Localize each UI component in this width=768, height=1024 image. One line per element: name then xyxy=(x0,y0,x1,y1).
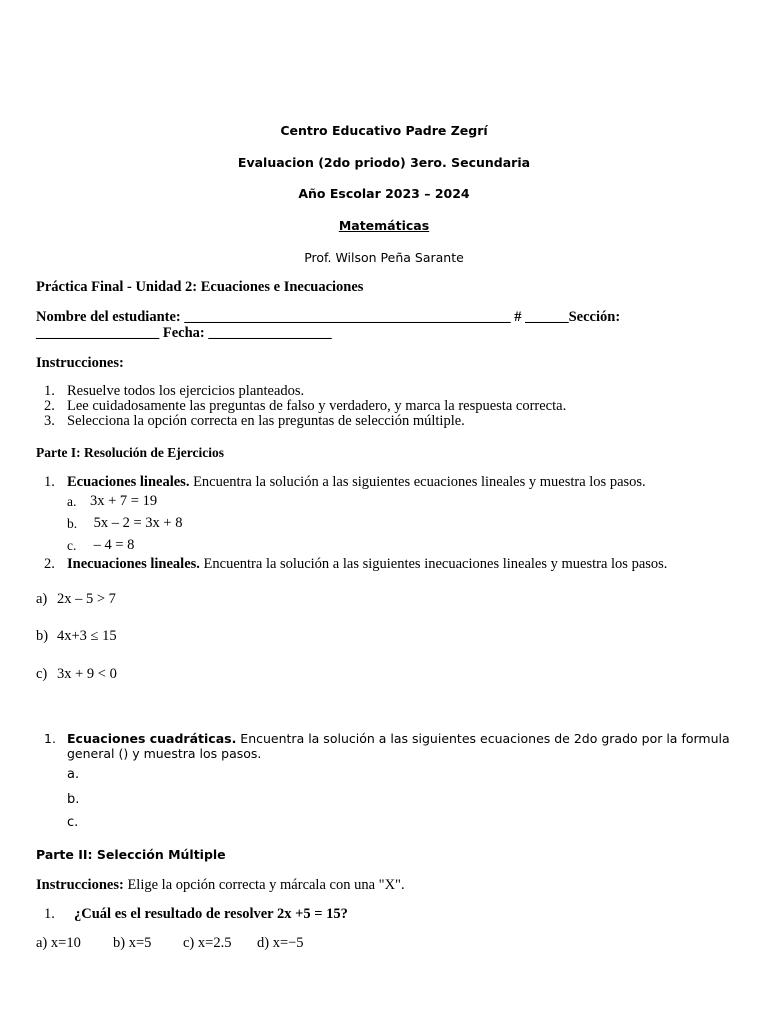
q1-title: Ecuaciones lineales. xyxy=(67,474,190,490)
q1-c-letter: c. xyxy=(67,538,77,553)
q1-c-equation: – 4 = 8 xyxy=(90,537,135,553)
subject-text: Matemáticas xyxy=(338,218,430,233)
instructions-heading: Instrucciones: xyxy=(36,355,124,371)
section-blank[interactable]: _________________ xyxy=(36,325,160,341)
school-year: Año Escolar 2023 – 2024 xyxy=(298,186,470,201)
q2-title: Inecuaciones lineales. xyxy=(67,556,200,572)
student-name-label: Nombre del estudiante: xyxy=(36,309,181,325)
q1-a-equation: 3x + 7 = 19 xyxy=(90,493,158,509)
section-label: Sección: xyxy=(568,309,621,325)
q2-c-letter: c) xyxy=(36,666,48,682)
student-number-label[interactable]: # ______ xyxy=(514,309,569,325)
date-line xyxy=(36,325,332,342)
instruction-num-2: 2. xyxy=(44,398,55,414)
q1-b-equation: 5x – 2 = 3x + 8 xyxy=(90,515,183,531)
q3-text-continued: general () y muestra los pasos. xyxy=(67,746,262,761)
instruction-text-3: Selecciona la opción correcta en las preguntas de selección múltiple. xyxy=(67,413,465,429)
mc-q1-option-a[interactable]: a) x=10 xyxy=(36,935,81,951)
q2-statement xyxy=(67,556,667,573)
instruction-num-1: 1. xyxy=(44,383,55,399)
evaluation-title: Evaluacion (2do priodo) 3ero. Secundaria xyxy=(237,155,531,170)
part2-instructions-text: Elige la opción correcta y márcala con una "X". xyxy=(123,877,405,893)
part2-heading: Parte II: Selección Múltiple xyxy=(36,847,226,862)
q1-a-letter: a. xyxy=(67,494,77,509)
instruction-text-1: Resuelve todos los ejercicios planteados. xyxy=(67,383,305,399)
date-label: Fecha: xyxy=(162,325,205,341)
q1-statement xyxy=(67,474,646,491)
q1-text: Encuentra la solución a las siguientes ecuaciones lineales y muestra los pasos. xyxy=(189,474,646,490)
q2-b-letter: b) xyxy=(36,628,49,644)
school-name: Centro Educativo Padre Zegrí xyxy=(280,123,488,138)
q3-b-letter: b. xyxy=(67,792,80,807)
student-info-line xyxy=(36,309,620,326)
q3-c-letter: c. xyxy=(67,815,79,830)
q3-a-letter: a. xyxy=(67,767,80,782)
mc-q1-option-c[interactable]: c) x=2.5 xyxy=(183,935,232,951)
mc-q1-number: 1. xyxy=(44,906,55,922)
practice-title: Práctica Final - Unidad 2: Ecuaciones e Inecuaciones xyxy=(36,279,364,295)
instruction-num-3: 3. xyxy=(44,413,55,429)
q2-text: Encuentra la solución a las siguientes inecuaciones lineales y muestra los pasos. xyxy=(199,556,668,572)
mc-q1-option-d[interactable]: d) x=−5 xyxy=(257,935,304,951)
student-name-blank[interactable]: _____________________________________________ xyxy=(184,309,511,325)
q2-number: 2. xyxy=(44,556,55,572)
q2-b-inequality: 4x+3 ≤ 15 xyxy=(57,628,117,644)
q2-a-letter: a) xyxy=(36,591,48,607)
mc-q1-option-b[interactable]: b) x=5 xyxy=(113,935,152,951)
part2-instructions xyxy=(36,877,405,894)
q3-number: 1. xyxy=(44,731,56,746)
q3-statement xyxy=(67,731,730,746)
date-blank[interactable]: _________________ xyxy=(208,325,332,341)
q1-number: 1. xyxy=(44,474,55,490)
part1-heading: Parte I: Resolución de Ejercicios xyxy=(36,445,224,460)
teacher-name: Prof. Wilson Peña Sarante xyxy=(304,250,464,265)
part2-instructions-label: Instrucciones: xyxy=(36,877,124,893)
subject xyxy=(0,218,768,233)
q3-text: Encuentra la solución a las siguientes ecuaciones de 2do grado por la formula xyxy=(236,731,730,746)
q3-title: Ecuaciones cuadráticas. xyxy=(67,731,237,746)
q2-c-inequality: 3x + 9 < 0 xyxy=(57,666,117,682)
q2-a-inequality: 2x – 5 > 7 xyxy=(57,591,116,607)
instruction-text-2: Lee cuidadosamente las preguntas de falso y verdadero, y marca la respuesta correcta. xyxy=(67,398,567,414)
mc-q1-text: ¿Cuál es el resultado de resolver 2x +5 = 15? xyxy=(74,906,348,922)
q1-b-letter: b. xyxy=(67,516,78,531)
